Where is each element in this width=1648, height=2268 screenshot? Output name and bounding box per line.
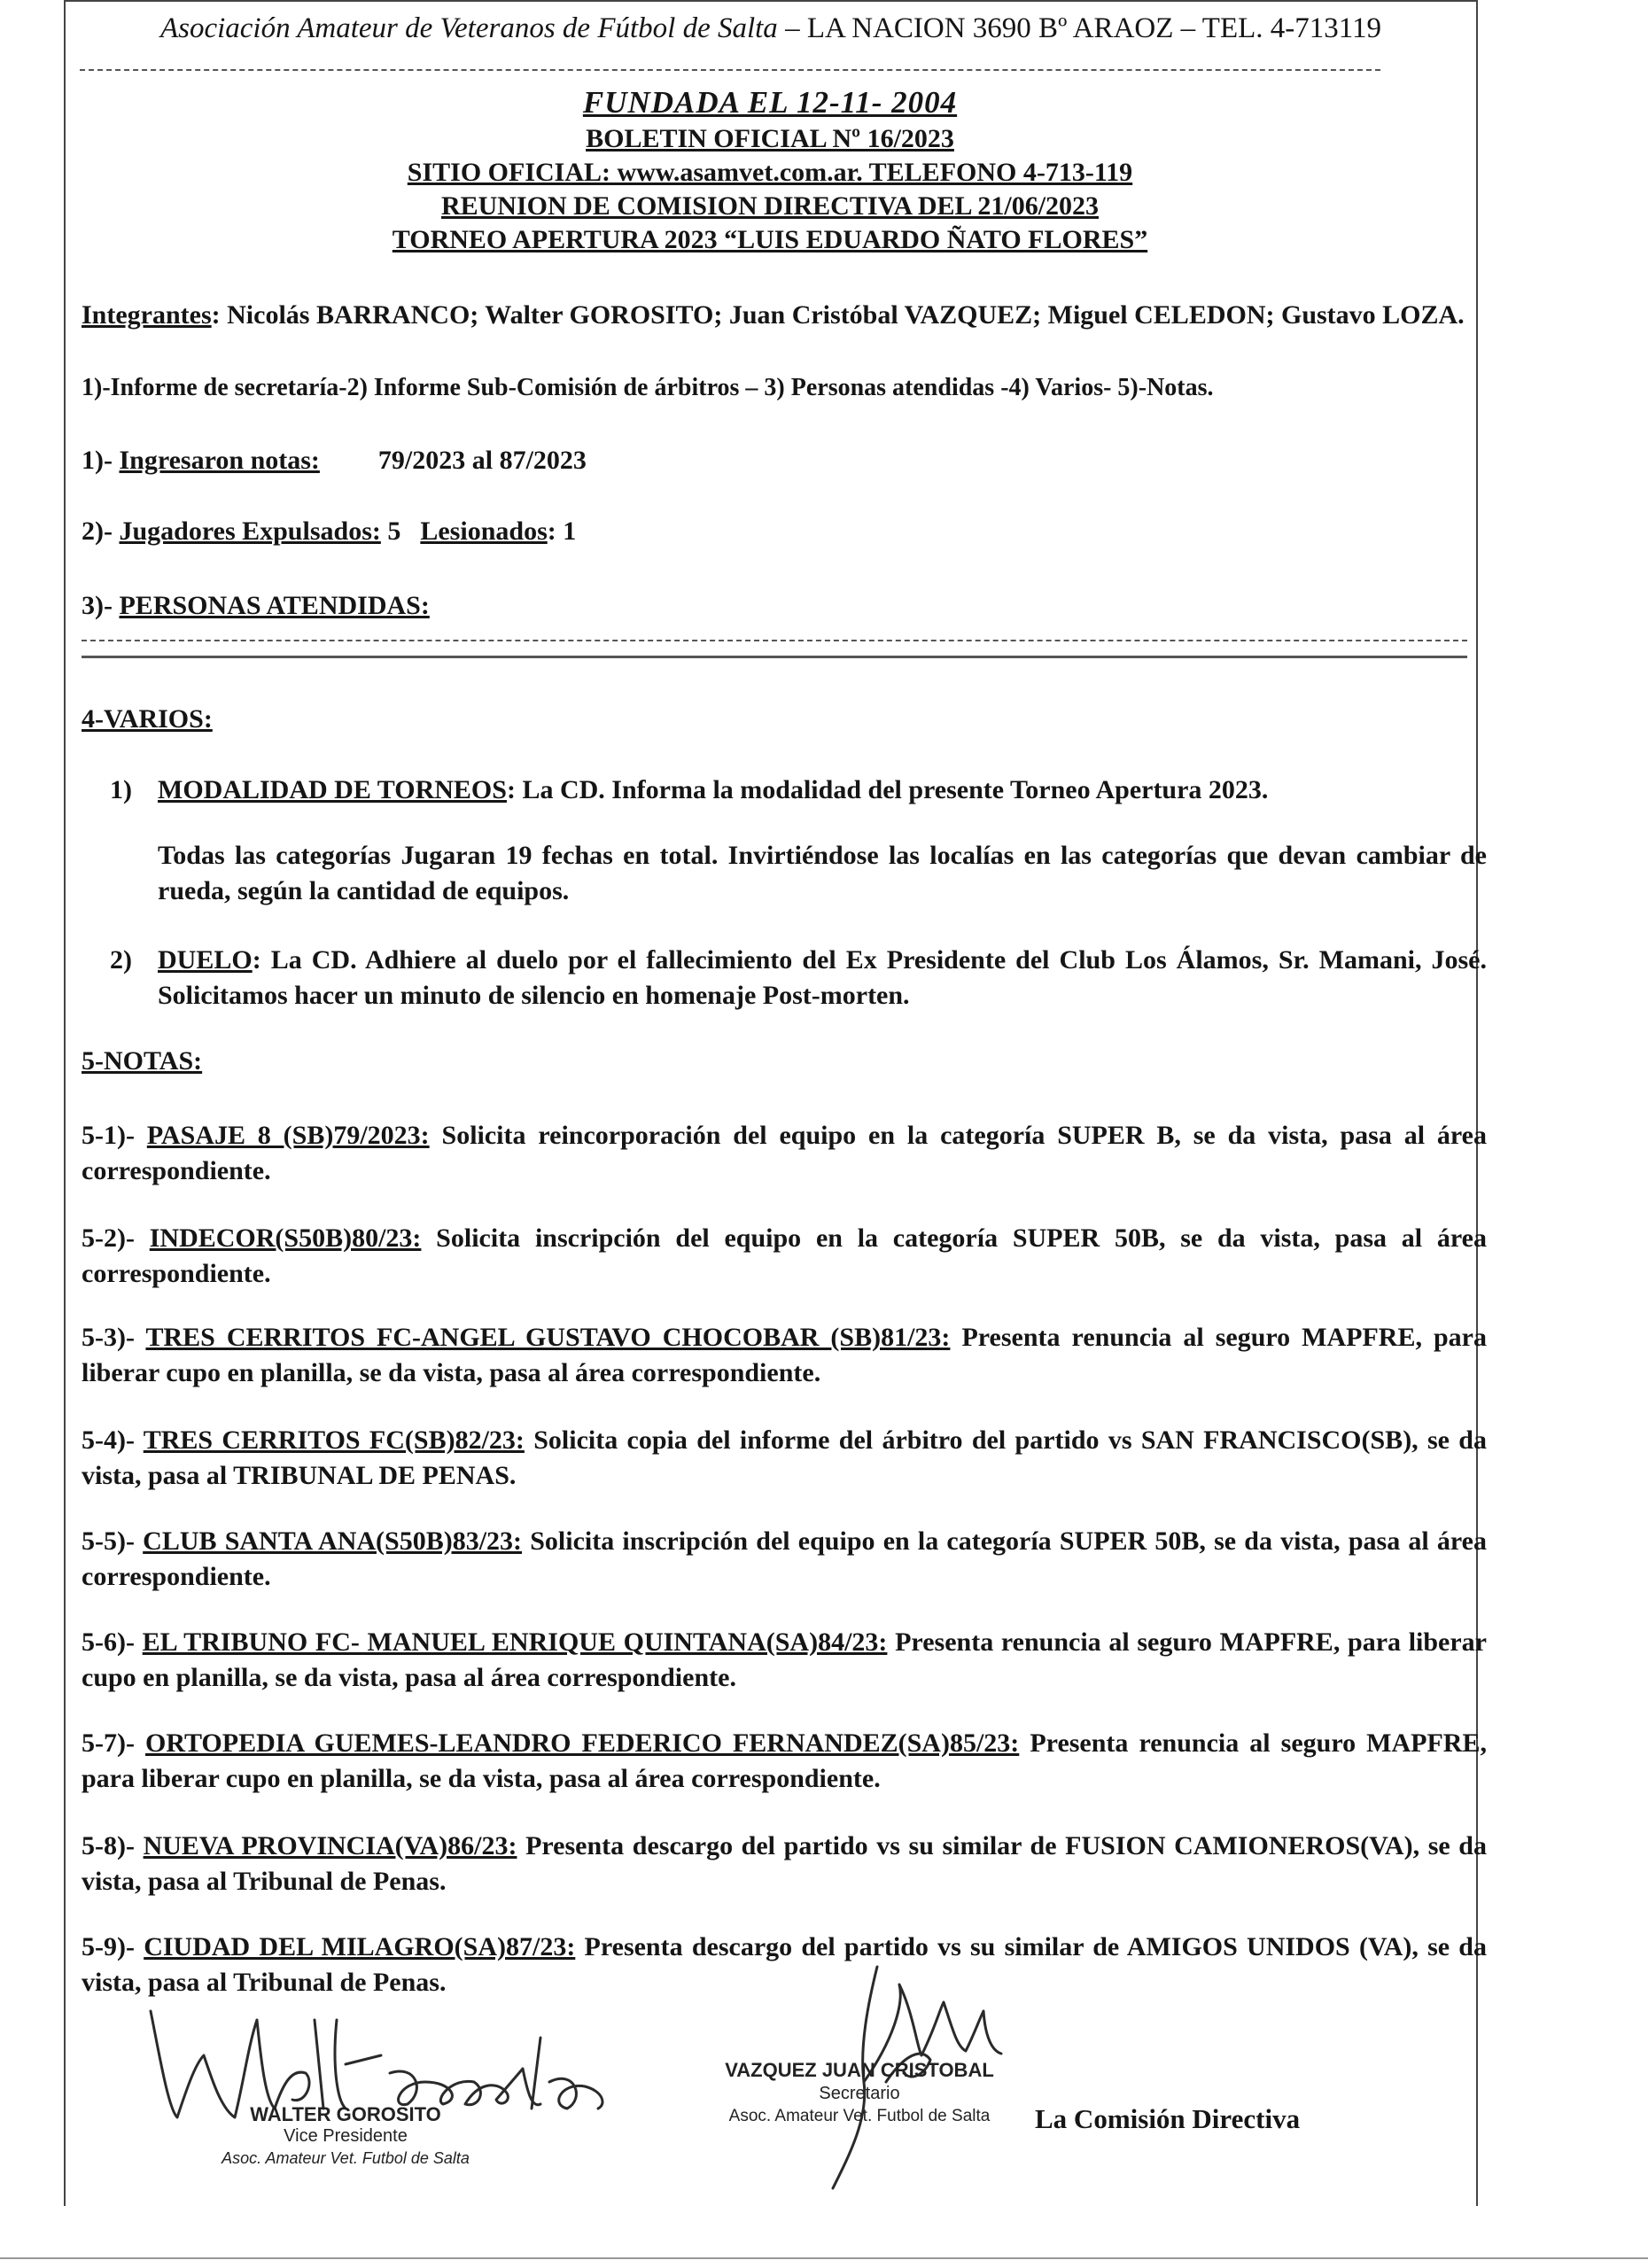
nota-5-4 (82, 1423, 1487, 1494)
signature-vazquez-icon (780, 1949, 1063, 2215)
official-site: SITIO OFICIAL: www.asamvet.com.ar. TELEFONO 4-713-119 (407, 158, 1133, 187)
nota-prefix: 5-6)- (82, 1627, 143, 1657)
nota-label: ORTOPEDIA GUEMES-LEANDRO FEDERICO FERNANDEZ(SA)85/23: (145, 1728, 1020, 1758)
nota-label: CLUB SANTA ANA(S50B)83/23: (143, 1526, 523, 1556)
nota-5-3 (82, 1320, 1487, 1391)
attended-divider-1 (82, 640, 1467, 641)
varios-item-2 (158, 943, 1487, 1014)
nota-text: Solicita copia del informe del árbitro del partido vs SAN FRANCISCO(SB), se da vista, pasa al TRIBUNAL DE PENAS. (82, 1425, 1487, 1490)
nota-text: Solicita inscripción del equipo en la categoría SUPER 50B, se da vista, pasa al área correspondiente. (82, 1223, 1487, 1288)
varios-item-1-label: MODALIDAD DE TORNEOS (158, 775, 507, 804)
injured-label: Lesionados (420, 517, 548, 546)
page-frame-top (64, 0, 1476, 2)
nota-text: Presenta renuncia al seguro MAPFRE, para liberar cupo en planilla, se da vista, pasa al área correspondiente. (82, 1627, 1487, 1692)
tournament-name: TORNEO APERTURA 2023 “LUIS EDUARDO ÑATO FLORES” (392, 225, 1148, 254)
varios-item-2-label: DUELO (158, 945, 253, 975)
expelled-value: 5 (380, 517, 401, 546)
item2-prefix: 2)- (82, 517, 120, 546)
nota-prefix: 5-8)- (82, 1831, 144, 1860)
agenda: 1)-Informe de secretaría-2) Informe Sub-Comisión de árbitros – 3) Personas atendidas -4) Varios- 5)-Notas. (82, 374, 1214, 401)
right-signer-org: Asoc. Amateur Vet. Futbol de Salta (728, 2107, 991, 2125)
scan-edge (0, 2257, 1648, 2259)
meeting-date: REUNION DE COMISION DIRECTIVA DEL 21/06/2023 (440, 191, 1100, 221)
header-divider (80, 69, 1380, 71)
nota-prefix: 5-5)- (82, 1526, 144, 1556)
item1-prefix: 1)- (82, 446, 120, 475)
varios-heading: 4-VARIOS: (82, 704, 213, 734)
expelled-label: Jugadores Expulsados: (119, 517, 381, 546)
nota-label: TRES CERRITOS FC(SB)82/23: (143, 1425, 525, 1455)
attended-divider-2 (82, 656, 1467, 658)
nota-prefix: 5-9)- (82, 1932, 144, 1961)
nota-5-5 (82, 1524, 1487, 1595)
members-paragraph (82, 298, 1487, 333)
nota-prefix: 5-7)- (82, 1728, 146, 1758)
right-signer-name: VAZQUEZ JUAN CRISTOBAL (725, 2059, 994, 2081)
left-signer-org: Asoc. Amateur Vet. Futbol de Salta (222, 2149, 470, 2167)
item-attended (82, 588, 430, 624)
nota-prefix: 5-1)- (82, 1121, 147, 1150)
nota-prefix: 5-4)- (82, 1425, 144, 1455)
item3-prefix: 3)- (82, 591, 120, 620)
nota-5-7 (82, 1726, 1487, 1797)
left-signer-name: WALTER GOROSITO (250, 2103, 441, 2125)
left-signer-role: Vice Presidente (284, 2126, 408, 2146)
item-players (82, 514, 576, 549)
members-label: Integrantes (82, 300, 212, 330)
bulletin-number: BOLETIN OFICIAL Nº 16/2023 (586, 124, 954, 153)
founded-date: FUNDADA EL 12-11- 2004 (582, 85, 958, 120)
closing-committee: La Comisión Directiva (1035, 2103, 1301, 2134)
nota-label: INDECOR(S50B)80/23: (149, 1223, 422, 1253)
varios-item-2-text: : La CD. Adhiere al duelo por el fallecimiento del Ex Presidente del Club Los Álamos, Sr. Mamani, José. Solicitamos hacer un minuto de silencio en homenaje Post-morten. (158, 945, 1487, 1010)
letterhead (0, 12, 1542, 45)
nota-label: TRES CERRITOS FC-ANGEL GUSTAVO CHOCOBAR (SB)81/23: (145, 1323, 951, 1352)
nota-text: Presenta renuncia al seguro MAPFRE, para liberar cupo en planilla, se da vista, pasa al área correspondiente. (82, 1323, 1487, 1387)
page-frame-left (64, 0, 66, 2206)
members-list: : Nicolás BARRANCO; Walter GOROSITO; Juan Cristóbal VAZQUEZ; Miguel CELEDON; Gustavo LOZA. (211, 300, 1465, 330)
varios-item-1-detail: Todas las categorías Jugaran 19 fechas en total. Invirtiéndose las localías en las categorías que devan cambiar de rueda, según la cantidad de equipos. (158, 841, 1487, 905)
varios-item-1-text: : La CD. Informa la modalidad del presente Torneo Apertura 2023. (506, 775, 1269, 804)
nota-prefix: 5-3)- (82, 1323, 146, 1352)
nota-text: Solicita reincorporación del equipo en la categoría SUPER B, se da vista, pasa al área correspondiente. (82, 1121, 1487, 1185)
org-name: Asociación Amateur de Veteranos de Fútbol de Salta (159, 12, 778, 44)
nota-text: Presenta descargo del partido vs su similar de FUSION CAMIONEROS(VA), se da vista, pasa al Tribunal de Penas. (82, 1831, 1487, 1896)
item-incoming-notes (82, 443, 587, 478)
nota-text: Solicita inscripción del equipo en la categoría SUPER 50B, se da vista, pasa al área correspondiente. (82, 1526, 1487, 1591)
nota-5-8 (82, 1829, 1487, 1899)
nota-label: CIUDAD DEL MILAGRO(SA)87/23: (144, 1932, 576, 1961)
item1-value: 79/2023 al 87/2023 (377, 446, 587, 475)
varios-item-1-number: 1) (110, 775, 132, 804)
item1-label: Ingresaron notas: (119, 446, 320, 475)
nota-text: Presenta descargo del partido vs su similar de AMIGOS UNIDOS (VA), se da vista, pasa al Tribunal de Penas. (82, 1932, 1487, 1997)
nota-text: Presenta renuncia al seguro MAPFRE, para liberar cupo en planilla, se da vista, pasa al área correspondiente. (82, 1728, 1487, 1793)
injured-value: : 1 (547, 517, 577, 546)
nota-5-1 (82, 1118, 1487, 1189)
org-address: – LA NACION 3690 Bº ARAOZ – TEL. 4-713119 (777, 12, 1382, 44)
nota-label: PASAJE 8 (SB)79/2023: (146, 1121, 430, 1150)
nota-prefix: 5-2)- (82, 1223, 150, 1253)
right-signer-role: Secretario (819, 2084, 900, 2103)
varios-item-1 (158, 773, 1487, 808)
nota-label: EL TRIBUNO FC- MANUEL ENRIQUE QUINTANA(SA)84/23: (142, 1627, 888, 1657)
notas-heading: 5-NOTAS: (82, 1046, 203, 1076)
nota-5-6 (82, 1625, 1487, 1696)
varios-item-2-number: 2) (110, 945, 132, 975)
nota-5-2 (82, 1221, 1487, 1292)
nota-label: NUEVA PROVINCIA(VA)86/23: (143, 1831, 517, 1860)
item3-label: PERSONAS ATENDIDAS: (119, 591, 430, 620)
